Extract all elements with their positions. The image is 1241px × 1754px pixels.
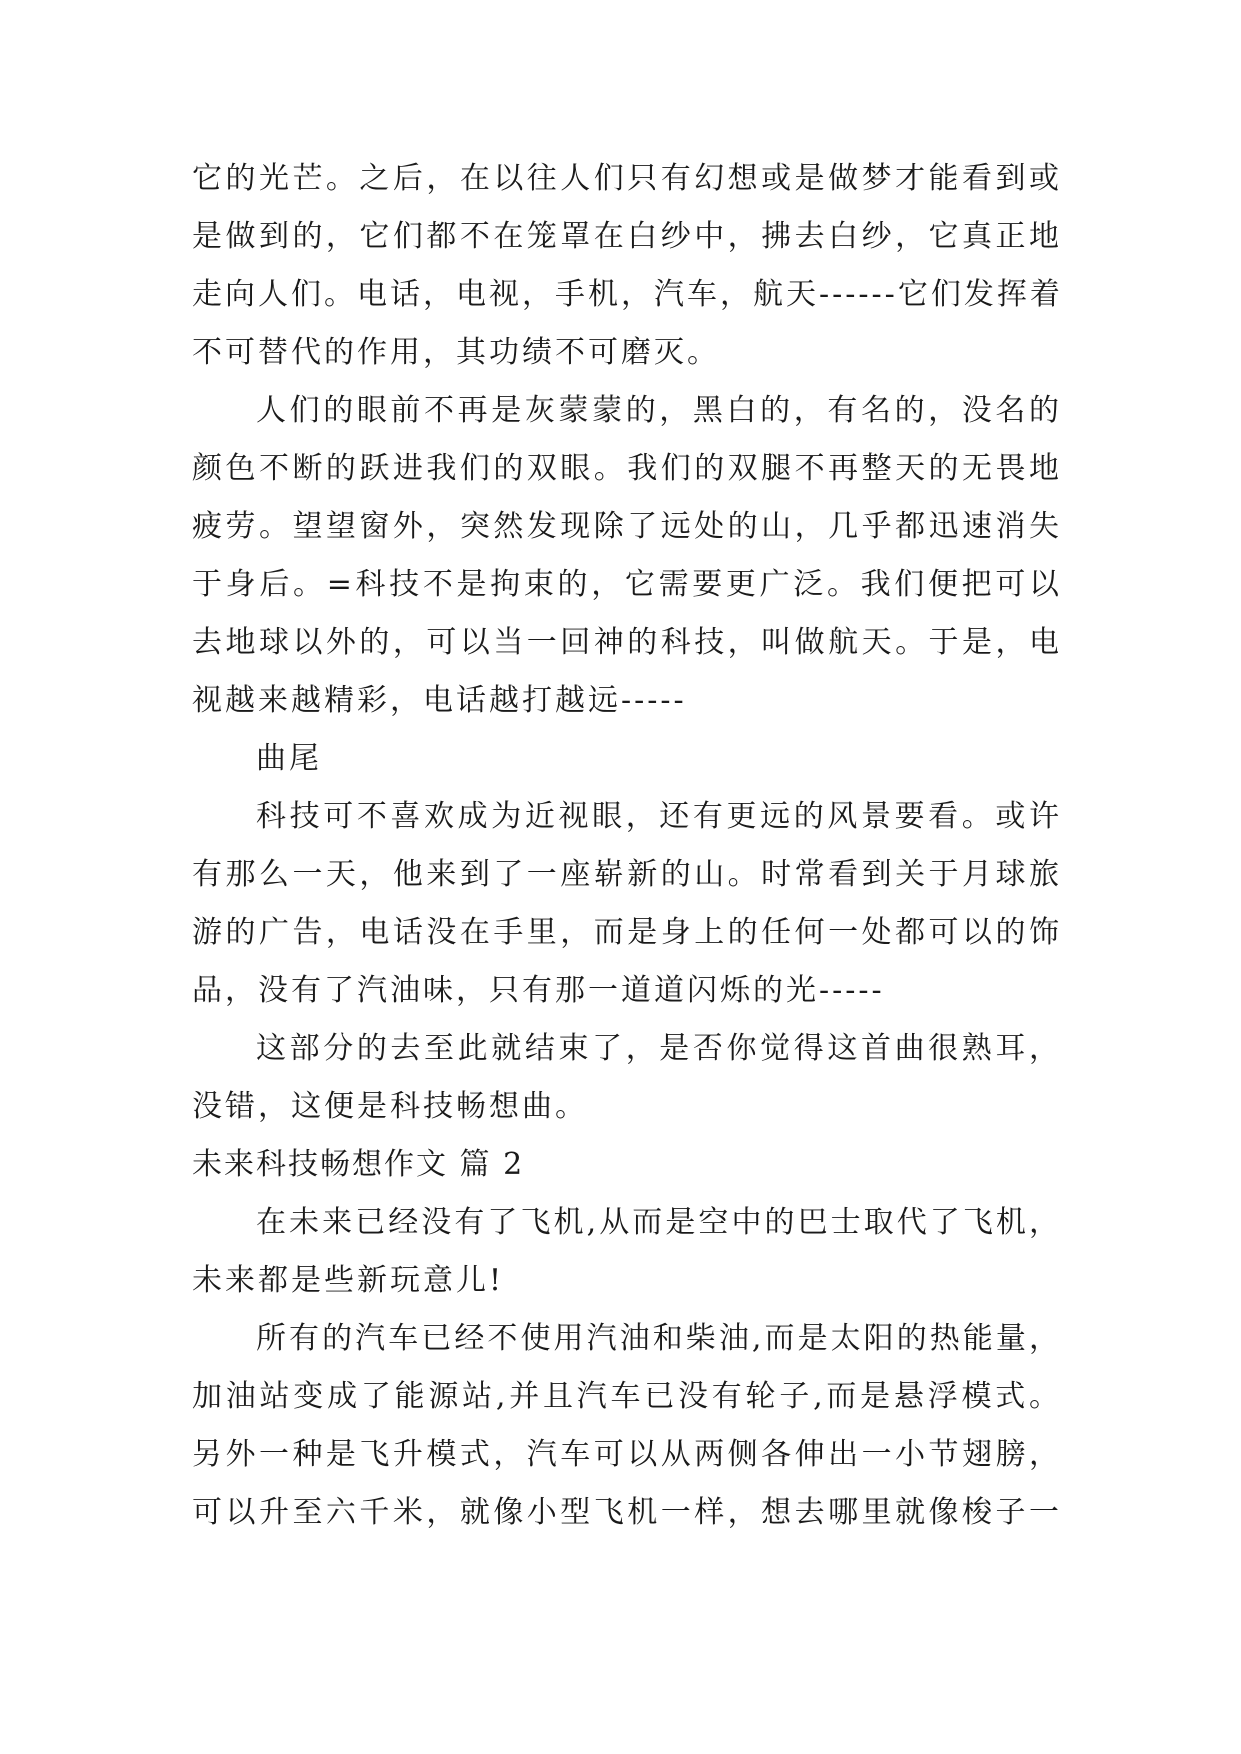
text-line: 可以升至六千米，就像小型飞机一样，想去哪里就像梭子一 <box>192 1495 1062 1530</box>
body-text <box>192 150 1062 1542</box>
text-line: 加油站变成了能源站,并且汽车已没有轮子,而是悬浮模式。 <box>192 1379 1062 1414</box>
text-line: 不可替代的作用，其功绩不可磨灭。 <box>192 335 720 370</box>
text-line: 在未来已经没有了飞机,从而是空中的巴士取代了飞机， <box>256 1205 1062 1240</box>
text-line: 所有的汽车已经不使用汽油和柴油,而是太阳的热能量， <box>256 1321 1062 1356</box>
text-line: 视越来越精彩，电话越打越远----- <box>192 683 687 718</box>
text-line: 人们的眼前不再是灰蒙蒙的，黑白的，有名的，没名的 <box>256 393 1062 428</box>
section-heading: 未来科技畅想作文 篇 2 <box>192 1147 525 1182</box>
text-line: 有那么一天，他来到了一座崭新的山。时常看到关于月球旅 <box>192 857 1062 892</box>
text-line: 这部分的去至此就结束了，是否你觉得这首曲很熟耳， <box>256 1031 1062 1066</box>
text-line: 科技可不喜欢成为近视眼，还有更远的风景要看。或许 <box>256 799 1062 834</box>
text-line: 于身后。=科技不是拘束的，它需要更广泛。我们便把可以 <box>192 567 1062 602</box>
text-line: 另外一种是飞升模式，汽车可以从两侧各伸出一小节翅膀， <box>192 1437 1062 1472</box>
text-line: 颜色不断的跃进我们的双眼。我们的双腿不再整天的无畏地 <box>192 451 1062 486</box>
text-line: 没错，这便是科技畅想曲。 <box>192 1089 588 1124</box>
text-line: 它的光芒。之后，在以往人们只有幻想或是做梦才能看到或 <box>192 161 1062 196</box>
text-line: 疲劳。望望窗外，突然发现除了远处的山，几乎都迅速消失 <box>192 509 1062 544</box>
text-line: 走向人们。电话，电视，手机，汽车，航天------它们发挥着 <box>192 277 1063 312</box>
text-line: 是做到的，它们都不在笼罩在白纱中，拂去白纱，它真正地 <box>192 219 1062 254</box>
text-line: 游的广告，电话没在手里，而是身上的任何一处都可以的饰 <box>192 915 1062 950</box>
text-line: 未来都是些新玩意儿! <box>192 1263 505 1298</box>
text-line: 去地球以外的，可以当一回神的科技，叫做航天。于是，电 <box>192 625 1062 660</box>
section-label: 曲尾 <box>256 741 322 776</box>
text-line: 品，没有了汽油味，只有那一道道闪烁的光----- <box>192 973 885 1008</box>
